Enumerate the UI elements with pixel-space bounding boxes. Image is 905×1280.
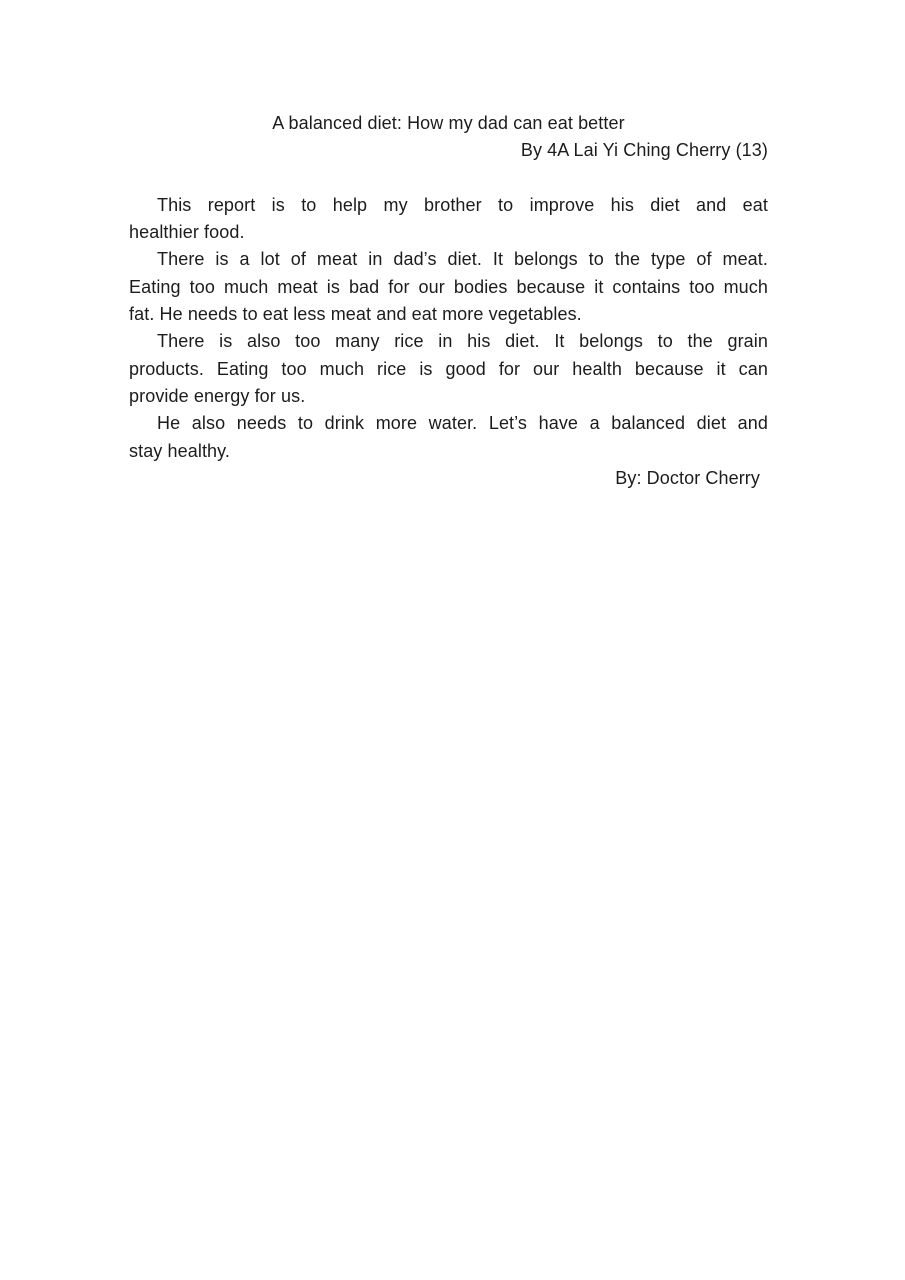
body-line: provide energy for us. (129, 385, 306, 406)
body-line: Eating too much meat is bad for our bodies because it contains too much (129, 276, 768, 297)
report-byline: By 4A Lai Yi Ching Cherry (13) (520, 140, 768, 161)
report-title: A balanced diet: How my dad can eat better (272, 113, 625, 133)
body-line: This report is to help my brother to improve his diet and eat (157, 194, 768, 215)
report-text-block (129, 110, 768, 492)
blank-line (129, 165, 768, 192)
body-line: stay healthy. (129, 440, 231, 461)
body-line: products. Eating too much rice is good for our health because it can (129, 358, 768, 379)
body-line: There is a lot of meat in dad’s diet. It belongs to the type of meat. (157, 249, 768, 270)
report-signoff: By: Doctor Cherry (615, 467, 760, 488)
body-line: fat. He needs to eat less meat and eat more vegetables. (129, 304, 582, 325)
body-line: healthier food. (129, 222, 245, 243)
body-line: There is also too many rice in his diet. It belongs to the grain (157, 331, 768, 352)
body-line: He also needs to drink more water. Let’s have a balanced diet and (157, 413, 768, 434)
